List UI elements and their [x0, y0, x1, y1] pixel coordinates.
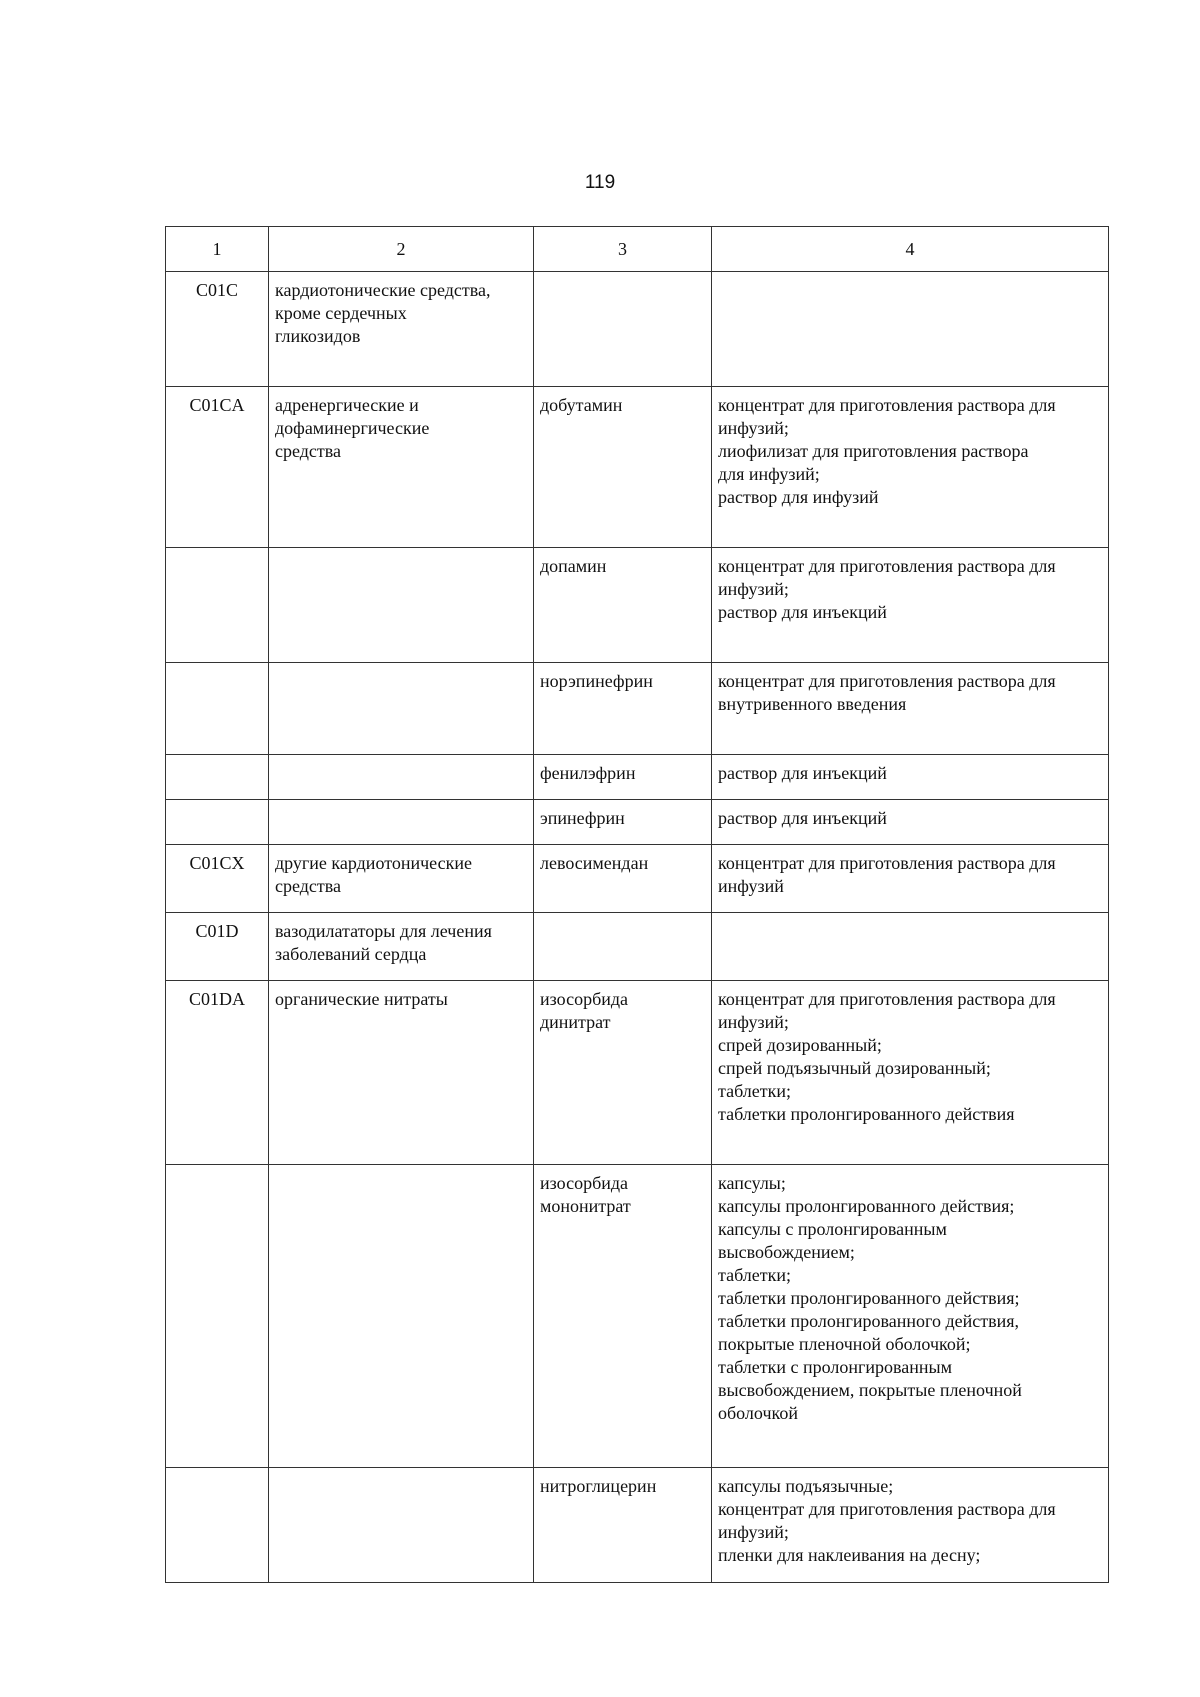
group-name: органические нитраты [269, 981, 534, 1165]
substance-name: изосорбида мононитрат [534, 1165, 712, 1468]
substance-name [534, 272, 712, 387]
atc-code: C01CX [166, 845, 269, 913]
group-name [269, 1468, 534, 1583]
atc-code [166, 755, 269, 800]
substance-name: эпинефрин [534, 800, 712, 845]
substance-name [534, 913, 712, 981]
header-cell-4: 4 [712, 227, 1109, 272]
table-row [166, 387, 1109, 548]
atc-code [166, 548, 269, 663]
group-name: кардиотонические средства, кроме сердечных гликозидов [269, 272, 534, 387]
table-row [166, 981, 1109, 1165]
group-name [269, 548, 534, 663]
table-row [166, 800, 1109, 845]
group-name [269, 1165, 534, 1468]
dosage-forms [712, 272, 1109, 387]
dosage-forms: капсулы; капсулы пролонгированного действия; капсулы с пролонгированным высвобождением; таблетки; таблетки пролонгированного действия; таблетки пролонгированного действия, покрытые пленочной оболочкой; таблетки с пролонгированным высвобождением, покрытые пленочной оболочкой [712, 1165, 1109, 1468]
dosage-forms: раствор для инъекций [712, 755, 1109, 800]
table-row [166, 663, 1109, 755]
dosage-forms: концентрат для приготовления раствора для инфузий; раствор для инъекций [712, 548, 1109, 663]
table-row [166, 913, 1109, 981]
substance-name: левосимендан [534, 845, 712, 913]
table-row [166, 1468, 1109, 1583]
dosage-forms: концентрат для приготовления раствора для инфузий; спрей дозированный; спрей подъязычный дозированный; таблетки; таблетки пролонгированного действия [712, 981, 1109, 1165]
dosage-forms: концентрат для приготовления раствора для инфузий; лиофилизат для приготовления раствора для инфузий; раствор для инфузий [712, 387, 1109, 548]
drug-table [165, 226, 1109, 1583]
substance-name: допамин [534, 548, 712, 663]
atc-code: C01D [166, 913, 269, 981]
substance-name: изосорбида динитрат [534, 981, 712, 1165]
header-cell-1: 1 [166, 227, 269, 272]
group-name: адренергические и дофаминергические средства [269, 387, 534, 548]
dosage-forms: раствор для инъекций [712, 800, 1109, 845]
atc-code [166, 1165, 269, 1468]
substance-name: норэпинефрин [534, 663, 712, 755]
group-name [269, 800, 534, 845]
table-row [166, 548, 1109, 663]
atc-code: C01CA [166, 387, 269, 548]
group-name [269, 663, 534, 755]
substance-name: добутамин [534, 387, 712, 548]
table-row [166, 1165, 1109, 1468]
page-number: 119 [584, 172, 616, 193]
atc-code [166, 800, 269, 845]
atc-code: C01C [166, 272, 269, 387]
group-name: вазодилататоры для лечения заболеваний сердца [269, 913, 534, 981]
atc-code [166, 1468, 269, 1583]
header-cell-2: 2 [269, 227, 534, 272]
dosage-forms: концентрат для приготовления раствора для внутривенного введения [712, 663, 1109, 755]
dosage-forms [712, 913, 1109, 981]
atc-code: C01DA [166, 981, 269, 1165]
substance-name: фенилэфрин [534, 755, 712, 800]
header-cell-3: 3 [534, 227, 712, 272]
group-name [269, 755, 534, 800]
dosage-forms: концентрат для приготовления раствора для инфузий [712, 845, 1109, 913]
table-row [166, 272, 1109, 387]
table-row [166, 845, 1109, 913]
atc-code [166, 663, 269, 755]
group-name: другие кардиотонические средства [269, 845, 534, 913]
table-header-row [166, 227, 1109, 272]
dosage-forms: капсулы подъязычные; концентрат для приготовления раствора для инфузий; пленки для наклеивания на десну; [712, 1468, 1109, 1583]
table-row [166, 755, 1109, 800]
substance-name: нитроглицерин [534, 1468, 712, 1583]
